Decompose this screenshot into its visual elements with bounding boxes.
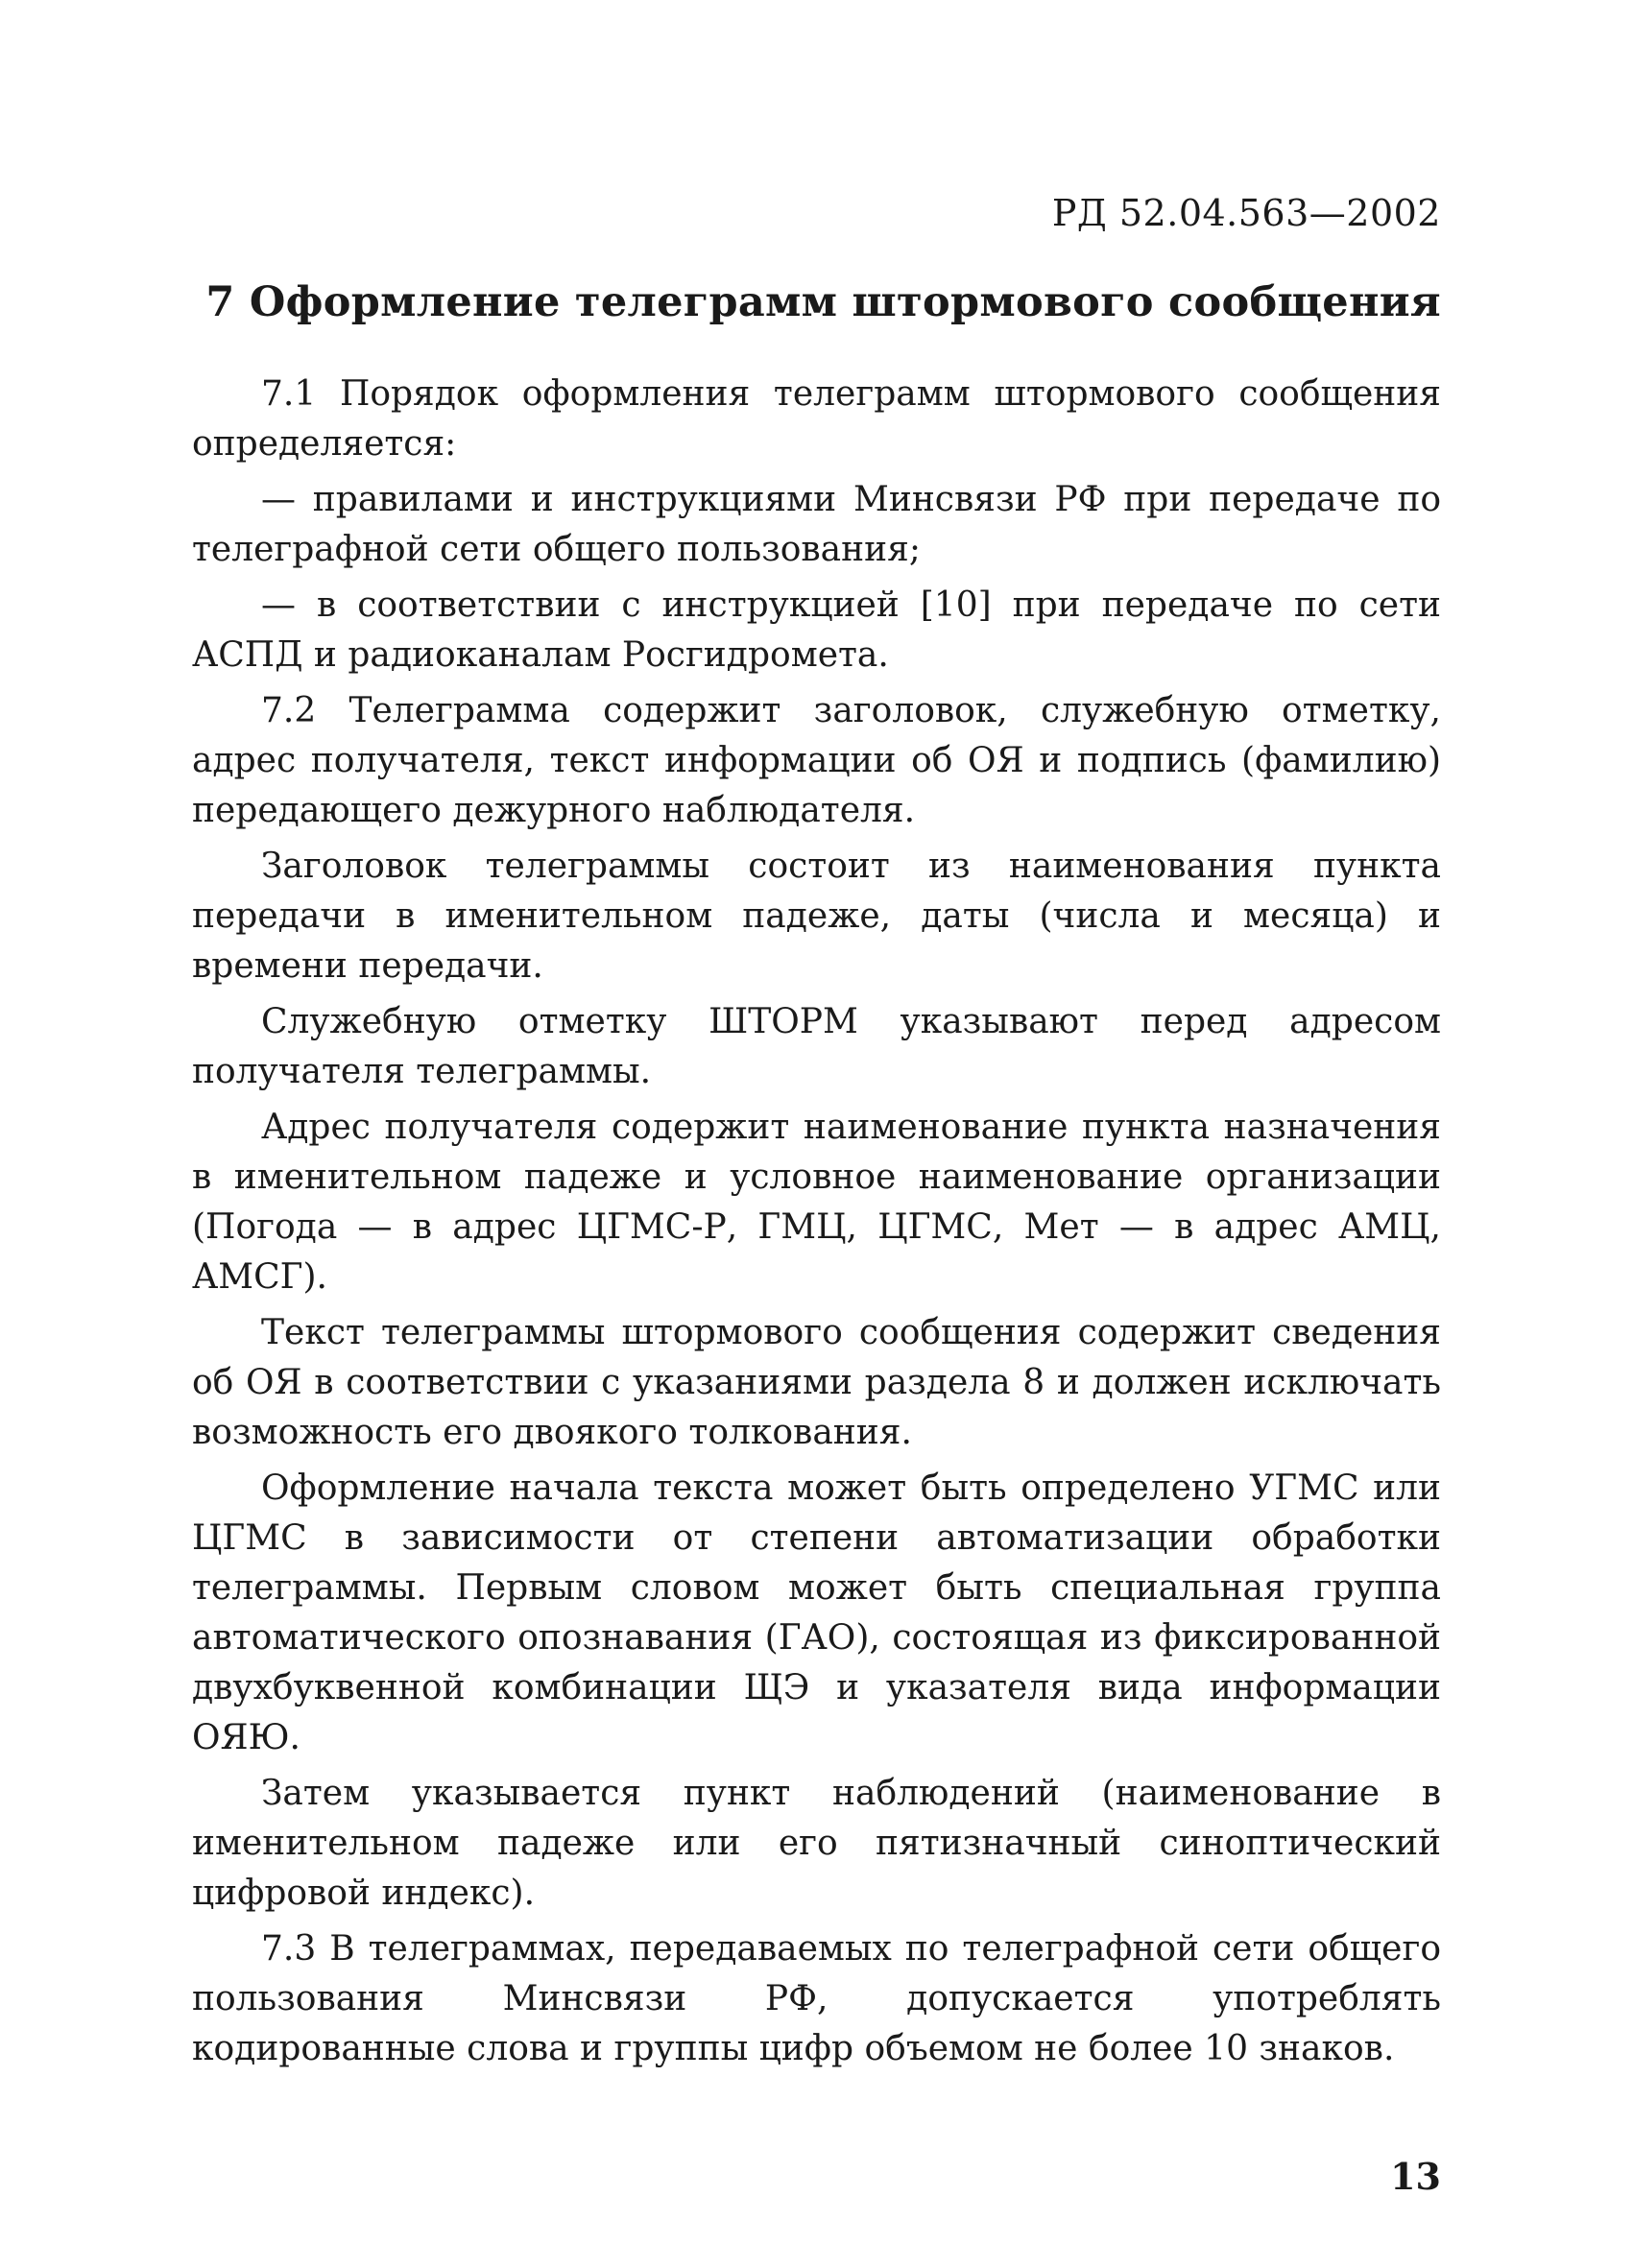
paragraph-service-mark: Служебную отметку ШТОРМ указывают перед адресом получателя телеграммы. (192, 1002, 1441, 1091)
section-body (192, 370, 1441, 2080)
paragraph-text-start: Оформление начала текста может быть определено УГМС или ЦГМС в зависимости от степени автоматизации обработки телеграммы. Первым словом может быть специальная группа автоматического опознавания (ГАО), состоящая из фиксированной двухбуквенной комбинации ЩЭ и указателя вида информации ОЯЮ. (192, 1468, 1441, 1757)
section-title: 7 Оформление телеграмм штормового сообщения (205, 278, 1441, 326)
document-code: РД 52.04.563—2002 (1051, 192, 1441, 234)
page-number: 13 (1390, 2155, 1441, 2198)
paragraph-recipient-address: Адрес получателя содержит наименование пункта назначения в именительном падеже и условное наименование организации (Погода — в адрес ЦГМС-Р, ГМЦ, ЦГМС, Мет — в адрес АМЦ, АМСГ). (192, 1108, 1441, 1297)
paragraph-7-1: 7.1 Порядок оформления телеграмм штормового сообщения определяется: (192, 374, 1441, 464)
paragraph-observation-point: Затем указывается пункт наблюдений (наименование в именительном падеже или его пятизначный синоптический цифровой индекс). (192, 1774, 1441, 1913)
paragraph-list-item-1: — правилами и инструкциями Минсвязи РФ при передаче по телеграфной сети общего пользования; (192, 480, 1441, 569)
paragraph-list-item-2: — в соответствии с инструкцией [10] при передаче по сети АСПД и радиоканалам Росгидромета. (192, 585, 1441, 675)
paragraph-7-2: 7.2 Телеграмма содержит заголовок, служебную отметку, адрес получателя, текст информации об ОЯ и подпись (фамилию) передающего дежурного наблюдателя. (192, 691, 1441, 830)
paragraph-message-text: Текст телеграммы штормового сообщения содержит сведения об ОЯ в соответствии с указаниями раздела 8 и должен исключать возможность его двоякого толкования. (192, 1313, 1441, 1452)
paragraph-header-description: Заголовок телеграммы состоит из наименования пункта передачи в именительном падеже, даты (числа и месяца) и времени передачи. (192, 847, 1441, 986)
paragraph-7-3: 7.3 В телеграммах, передаваемых по телеграфной сети общего пользования Минсвязи РФ, допускается употреблять кодированные слова и группы цифр объемом не более 10 знаков. (192, 1929, 1441, 2068)
